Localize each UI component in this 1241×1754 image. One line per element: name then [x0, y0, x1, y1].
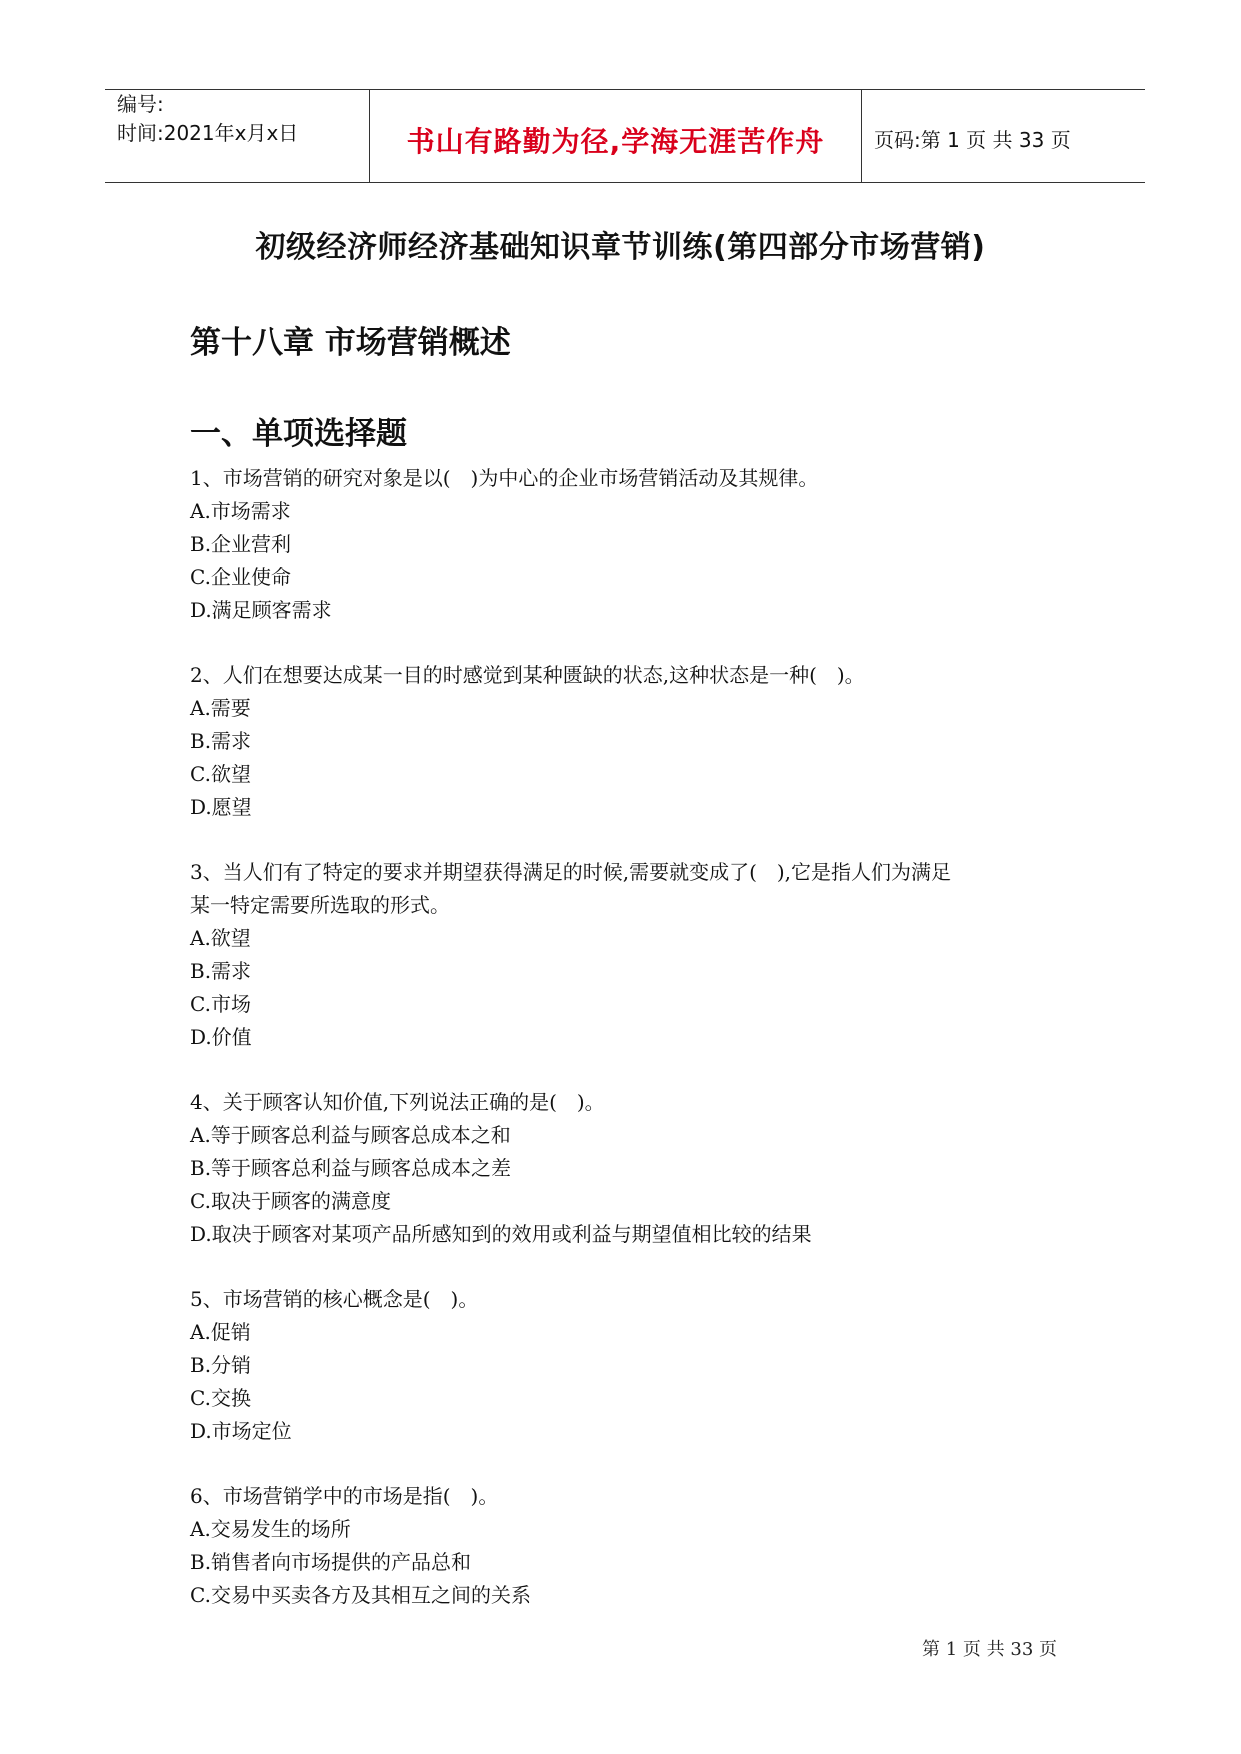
option-b: B.企业营利 [190, 532, 292, 556]
option-c: C.交换 [190, 1386, 251, 1410]
option-d: D.满足顾客需求 [190, 598, 332, 622]
question-stem: 1、市场营销的研究对象是以( )为中心的企业市场营销活动及其规律。 [190, 466, 819, 490]
question-stem: 4、关于顾客认知价值,下列说法正确的是( )。 [190, 1090, 605, 1114]
option-b: B.需求 [190, 729, 252, 753]
question-5 [190, 1283, 1070, 1448]
document-title: 初级经济师经济基础知识章节训练(第四部分市场营销) [255, 230, 986, 265]
option-d: D.市场定位 [190, 1419, 292, 1443]
option-b: B.分销 [190, 1353, 252, 1377]
header-motto-cell [369, 90, 862, 182]
option-c: C.市场 [190, 992, 251, 1016]
option-b: B.销售者向市场提供的产品总和 [190, 1550, 472, 1574]
option-a: A.交易发生的场所 [190, 1517, 351, 1541]
option-a: A.需要 [190, 696, 251, 720]
chapter-title: 第十八章 市场营销概述 [190, 325, 511, 361]
question-stem-line-1: 3、当人们有了特定的要求并期望获得满足的时候,需要就变成了( ),它是指人们为满足 [190, 860, 952, 884]
option-a: A.等于顾客总利益与顾客总成本之和 [190, 1123, 511, 1147]
document-code-label: 编号: [117, 92, 164, 116]
question-6 [190, 1480, 1070, 1612]
option-a: A.市场需求 [190, 499, 291, 523]
option-c: C.欲望 [190, 762, 251, 786]
page-code-label: 页码:第 1 页 共 33 页 [874, 128, 1071, 152]
option-c: C.取决于顾客的满意度 [190, 1189, 391, 1213]
option-d: D.愿望 [190, 795, 252, 819]
page-footer: 第 1 页 共 33 页 [922, 1639, 1057, 1660]
question-3 [190, 856, 1070, 1054]
option-d: D.取决于顾客对某项产品所感知到的效用或利益与期望值相比较的结果 [190, 1222, 812, 1246]
option-d: D.价值 [190, 1025, 252, 1049]
header-page-cell [862, 90, 1145, 182]
option-c: C.交易中买卖各方及其相互之间的关系 [190, 1583, 531, 1607]
section-title: 一、单项选择题 [190, 416, 407, 452]
option-b: B.需求 [190, 959, 252, 983]
question-stem: 5、市场营销的核心概念是( )。 [190, 1287, 479, 1311]
header-meta-cell [105, 90, 369, 182]
option-b: B.等于顾客总利益与顾客总成本之差 [190, 1156, 512, 1180]
option-a: A.欲望 [190, 926, 251, 950]
option-c: C.企业使命 [190, 565, 291, 589]
option-a: A.促销 [190, 1320, 251, 1344]
document-time-label: 时间:2021年x月x日 [117, 121, 299, 145]
question-4 [190, 1086, 1070, 1251]
question-stem-line-2: 某一特定需要所选取的形式。 [190, 893, 450, 917]
question-2 [190, 659, 1070, 824]
question-stem: 6、市场营销学中的市场是指( )。 [190, 1484, 499, 1508]
question-stem: 2、人们在想要达成某一目的时感觉到某种匮缺的状态,这种状态是一种( )。 [190, 663, 865, 687]
question-list [190, 462, 1070, 1644]
motto-text: 书山有路勤为径,学海无涯苦作舟 [406, 125, 825, 158]
header-table [105, 89, 1145, 183]
question-1 [190, 462, 1070, 627]
